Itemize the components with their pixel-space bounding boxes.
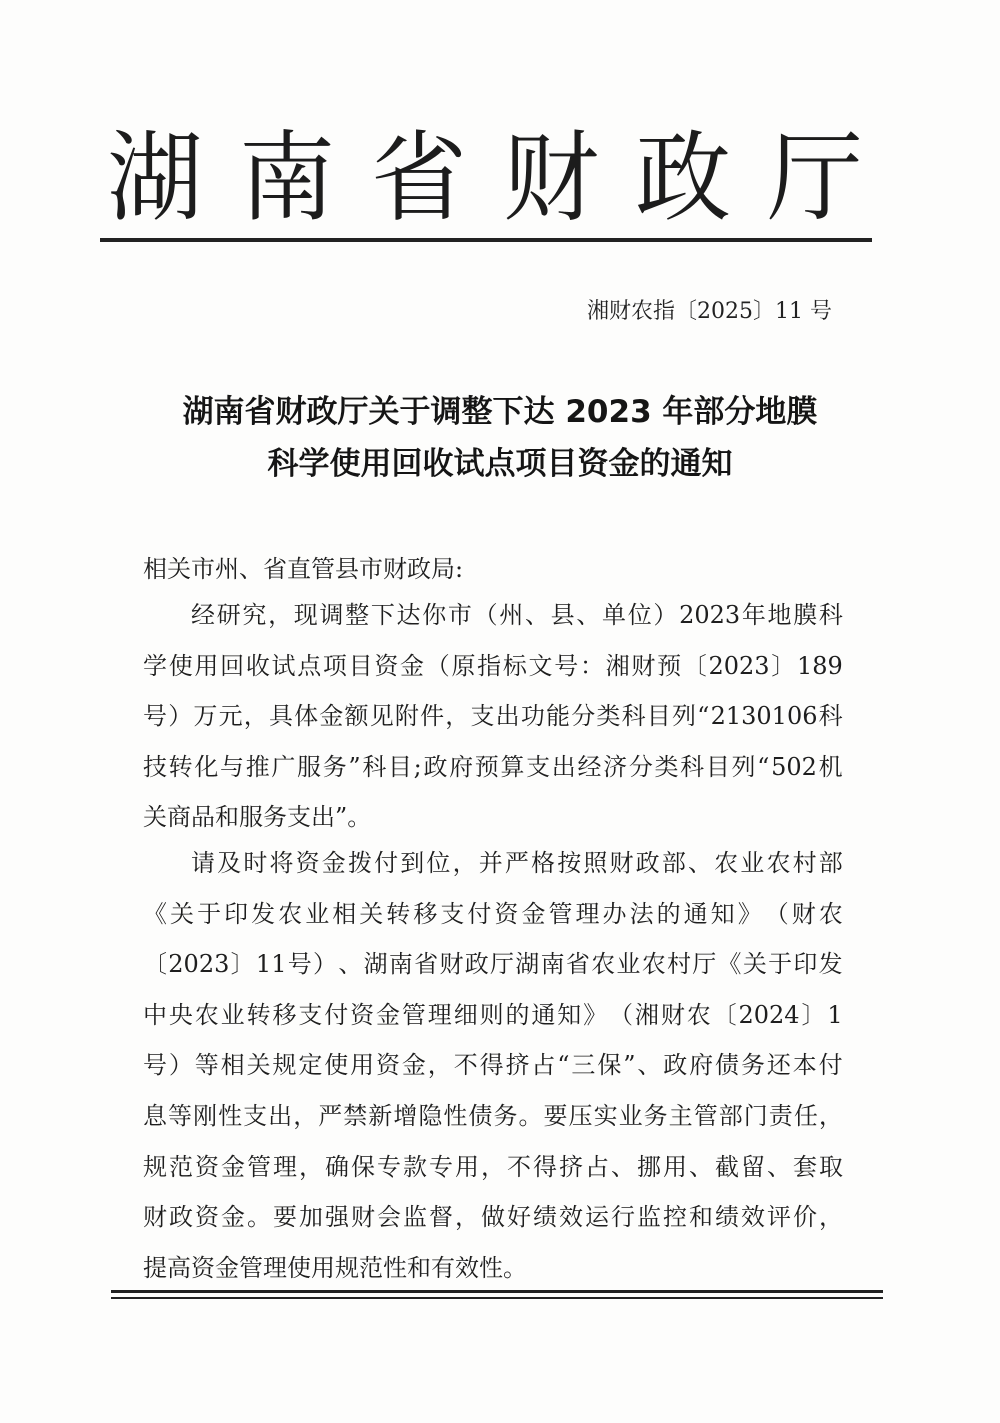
paragraph-1 — [143, 590, 843, 843]
title-line-2: 科学使用回收试点项目资金的通知 — [267, 446, 733, 482]
paragraph-line: 请 及 时 将 资 金 拨 付 到 位 ， 并 严 格 按 照 财 政 部 、 农 业 农 村 部 — [191, 849, 843, 877]
paragraph-line: 提高资金管理使用规范性和有效性。 — [143, 1253, 527, 1282]
paragraph-line: 经 研 究 ， 现 调 整 下 达 你 市 （ 州 、 县 、 单 位 ） 2023 年 地 膜 科 — [191, 601, 843, 629]
paragraph-line: 技 转 化 与 推 广 服 务 ” 科 目 ; 政 府 预 算 支 出 经 济 分 类 科 目 列 “ 502 机 — [143, 752, 843, 781]
paragraph-line: 号 ） 万 元 ， 具 体 金 额 见 附 件 ， 支 出 功 能 分 类 科 目 列 “ 2130106 科 — [143, 702, 843, 731]
paragraph-2 — [143, 838, 843, 1293]
masthead-char: 政 — [635, 120, 731, 236]
paragraph-line: 息 等 刚 性 支 出 ， 严 禁 新 增 隐 性 债 务 。 要 压 实 业 务 主 管 部 门 责 任 ， — [143, 1101, 843, 1130]
document-title — [100, 386, 900, 490]
paragraph-line: 关商品和服务支出”。 — [143, 803, 372, 832]
masthead-org-name — [100, 118, 870, 238]
masthead-char: 财 — [503, 120, 599, 236]
paragraph-line: 财 政 资 金 。 要 加 强 财 会 监 督 ， 做 好 绩 效 运 行 监 控 和 绩 效 评 价 ， — [143, 1203, 843, 1232]
footer-rule-thin — [111, 1297, 883, 1299]
document-number: 湘财农指〔2025〕11 号 — [587, 299, 832, 324]
masthead-char: 湖 — [107, 120, 203, 236]
masthead-char: 厅 — [767, 120, 863, 236]
paragraph-line: 〔 2023 〕 11 号 ） 、 湖 南 省 财 政 厅 湖 南 省 农 业 农 村 厅 《 关 于 印 发 — [143, 950, 843, 979]
footer-rule-thick — [111, 1290, 883, 1293]
paragraph-line: 规 范 资 金 管 理 ， 确 保 专 款 专 用 ， 不 得 挤 占 、 挪 用 、 截 留 、 套 取 — [143, 1152, 843, 1181]
paragraph-line: 学 使 用 回 收 试 点 项 目 资 金 （ 原 指 标 文 号 ： 湘 财 预 〔 2023 〕 189 — [143, 651, 843, 680]
masthead-char: 省 — [371, 120, 467, 236]
paragraph-line: 中 央 农 业 转 移 支 付 资 金 管 理 细 则 的 通 知 》 （ 湘 财 农 〔 2024 〕 1 — [143, 1000, 843, 1029]
masthead-char: 南 — [239, 120, 335, 236]
title-line-1: 湖南省财政厅关于调整下达 2023 年部分地膜 — [182, 394, 818, 430]
masthead-rule — [100, 238, 872, 242]
salutation: 相关市州、省直管县市财政局: — [143, 555, 464, 583]
paragraph-line: 号 ） 等 相 关 规 定 使 用 资 金 ， 不 得 挤 占 “ 三 保 ” 、 政 府 债 务 还 本 付 — [143, 1051, 843, 1080]
paragraph-line: 《 关 于 印 发 农 业 相 关 转 移 支 付 资 金 管 理 办 法 的 通 知 》 （ 财 农 — [143, 899, 843, 928]
